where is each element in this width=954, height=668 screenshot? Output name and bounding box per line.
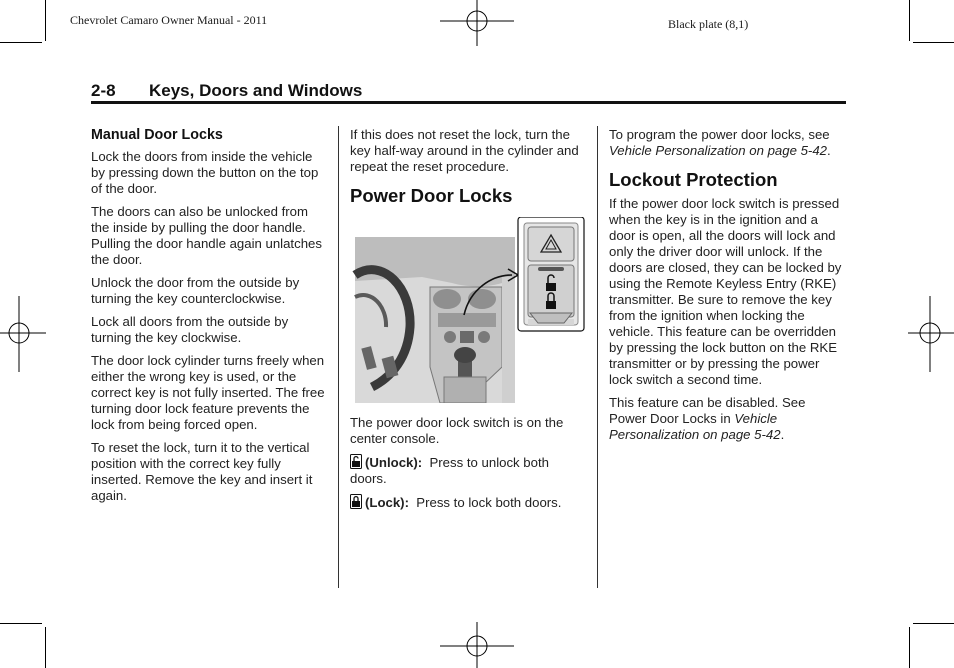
column-divider-1	[338, 126, 339, 588]
registration-mark-top	[440, 0, 516, 46]
plate-label: Black plate (8,1)	[668, 17, 749, 31]
section-number: 2-8	[91, 81, 116, 100]
figure-caption: The power door lock switch is on the center console.	[350, 415, 564, 446]
power-door-locks-heading: Power Door Locks	[350, 185, 513, 206]
column-1	[91, 127, 327, 511]
section-header	[91, 81, 362, 101]
column-3	[609, 127, 845, 450]
unlock-text: Press to unlock both doors.	[350, 455, 549, 486]
column-divider-2	[597, 126, 598, 588]
registration-mark-left	[0, 296, 46, 372]
disable-reference-link[interactable]: Vehicle Personalization on page 5-42	[609, 411, 781, 442]
disable-paragraph: This feature can be disabled. See Power Door Locks in Vehicle Personalization on page 5-42.	[609, 395, 806, 442]
paragraph: Lock all doors from the outside by turning the key clockwise.	[91, 314, 289, 345]
paragraph: If this does not reset the lock, turn the key half-way around in the cylinder and repeat the reset procedure.	[350, 127, 579, 174]
lock-icon	[350, 494, 362, 509]
unlock-label: (Unlock):	[365, 455, 423, 470]
unlock-icon	[350, 454, 362, 469]
program-reference-link[interactable]: Vehicle Personalization on page 5-42	[609, 143, 827, 158]
manual-title: Chevrolet Camaro Owner Manual - 2011	[70, 13, 268, 27]
manual-door-locks-heading: Manual Door Locks	[91, 127, 223, 143]
paragraph: Unlock the door from the outside by turning the key counterclockwise.	[91, 275, 300, 306]
paragraph: Lock the doors from inside the vehicle by pressing down the button on the top of the door.	[91, 149, 319, 196]
section-title: Keys, Doors and Windows	[149, 81, 363, 100]
section-rule	[91, 101, 846, 104]
console-illustration	[352, 217, 586, 403]
door-lock-switch-figure	[352, 217, 586, 403]
registration-mark-bottom	[440, 622, 516, 668]
registration-mark-right	[908, 296, 954, 372]
lock-label: (Lock):	[365, 495, 409, 510]
lock-description	[350, 494, 588, 511]
paragraph: The door lock cylinder turns freely when either the wrong key is used, or the correct key is not fully inserted. The free turning door lock feature prevents the lock from being forced open.	[91, 353, 325, 432]
program-paragraph: To program the power door locks, see Vehicle Personalization on page 5-42.	[609, 127, 831, 158]
paragraph: To reset the lock, turn it to the vertical position with the correct key fully inserted. Remove the key and insert it again.	[91, 440, 313, 503]
lock-text: Press to lock both doors.	[416, 495, 562, 510]
column-2	[350, 127, 588, 518]
unlock-description	[350, 454, 588, 487]
lockout-protection-heading: Lockout Protection	[609, 169, 778, 190]
paragraph: The doors can also be unlocked from the inside by pulling the door handle. Pulling the door handle again unlatches the door.	[91, 204, 322, 267]
lockout-body: If the power door lock switch is pressed when the key is in the ignition and a door is open, all the doors will lock and only the driver door will unlock. If the doors are closed, they can be locked by using the Remote Keyless Entry (RKE) transmitter. Be sure to remove the key from the ignition when locking the vehicle. This feature can be overridden by pressing the lock button on the RKE transmitter or by pressing the power lock switch a second time.	[609, 196, 842, 387]
